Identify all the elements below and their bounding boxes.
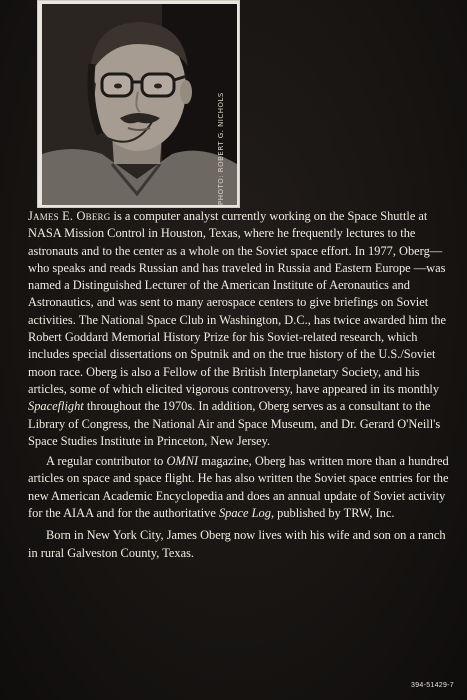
- author-portrait-illustration: [42, 4, 237, 205]
- bio-paragraph-2: [28, 453, 453, 522]
- bio-p2-text-1: A regular contributor to: [46, 454, 167, 469]
- omni-title: OMNI: [166, 454, 199, 469]
- bio-p1-text-1: is a computer analyst currently working on the Space Shuttle at NASA Mission Control in Houston, Texas, where he frequently lectures to the astronauts and to the center as a whole on the Soviet space effort. In 1977, Oberg—who speaks and reads Russian and has traveled in Russia and Eastern Europe —was named a Distinguished Lecturer of the American Institute of Aeronautics and Astronautics, and was sent to many aerospace centers to give briefings on Soviet activities. The National Space Club in Washington, D.C., has twice awarded him the Robert Goddard Memorial History Prize for his Soviet-related research, which includes special dissertations on Sputnik and on the true history of the U.S./Soviet moon race. Oberg is also a Fellow of the British Interplanetary Society, and his articles, some of which elicited vigorous controversy, have appeared in its monthly: [28, 209, 447, 396]
- bio-p1-text-2: throughout the 1970s. In addition, Oberg serves as a consultant to the Library of Congress, the National Air and Space Museum, and Dr. Gerard O'Neill's Space Studies Institute in Princeton, New Jersey.: [28, 399, 441, 448]
- bio-p2-text-3: , published by TRW, Inc.: [270, 506, 395, 521]
- author-biography: [28, 208, 453, 564]
- bio-paragraph-1: [28, 208, 453, 450]
- author-photo-frame: [37, 0, 240, 208]
- author-name: James E. Oberg: [28, 209, 111, 223]
- isbn-number: 394-51429-7: [411, 682, 454, 689]
- bio-paragraph-3: Born in New York City, James Oberg now lives with his wife and son on a ranch in rural Galveston County, Texas.: [28, 528, 446, 560]
- magazine-title: Spaceflight: [28, 399, 84, 414]
- bio-p2-text-2: magazine, Oberg has written more than a hundred articles on space and space flight. He has also written the Soviet space entries for the new American Academic Encyclopedia and does an annual update of Soviet activity for the AIAA and for the authoritative: [28, 454, 449, 521]
- author-photo: [42, 4, 237, 205]
- space-log-title: Space Log: [218, 506, 271, 521]
- photo-credit: PHOTO: ROBERT G. NICHOLS: [217, 92, 225, 205]
